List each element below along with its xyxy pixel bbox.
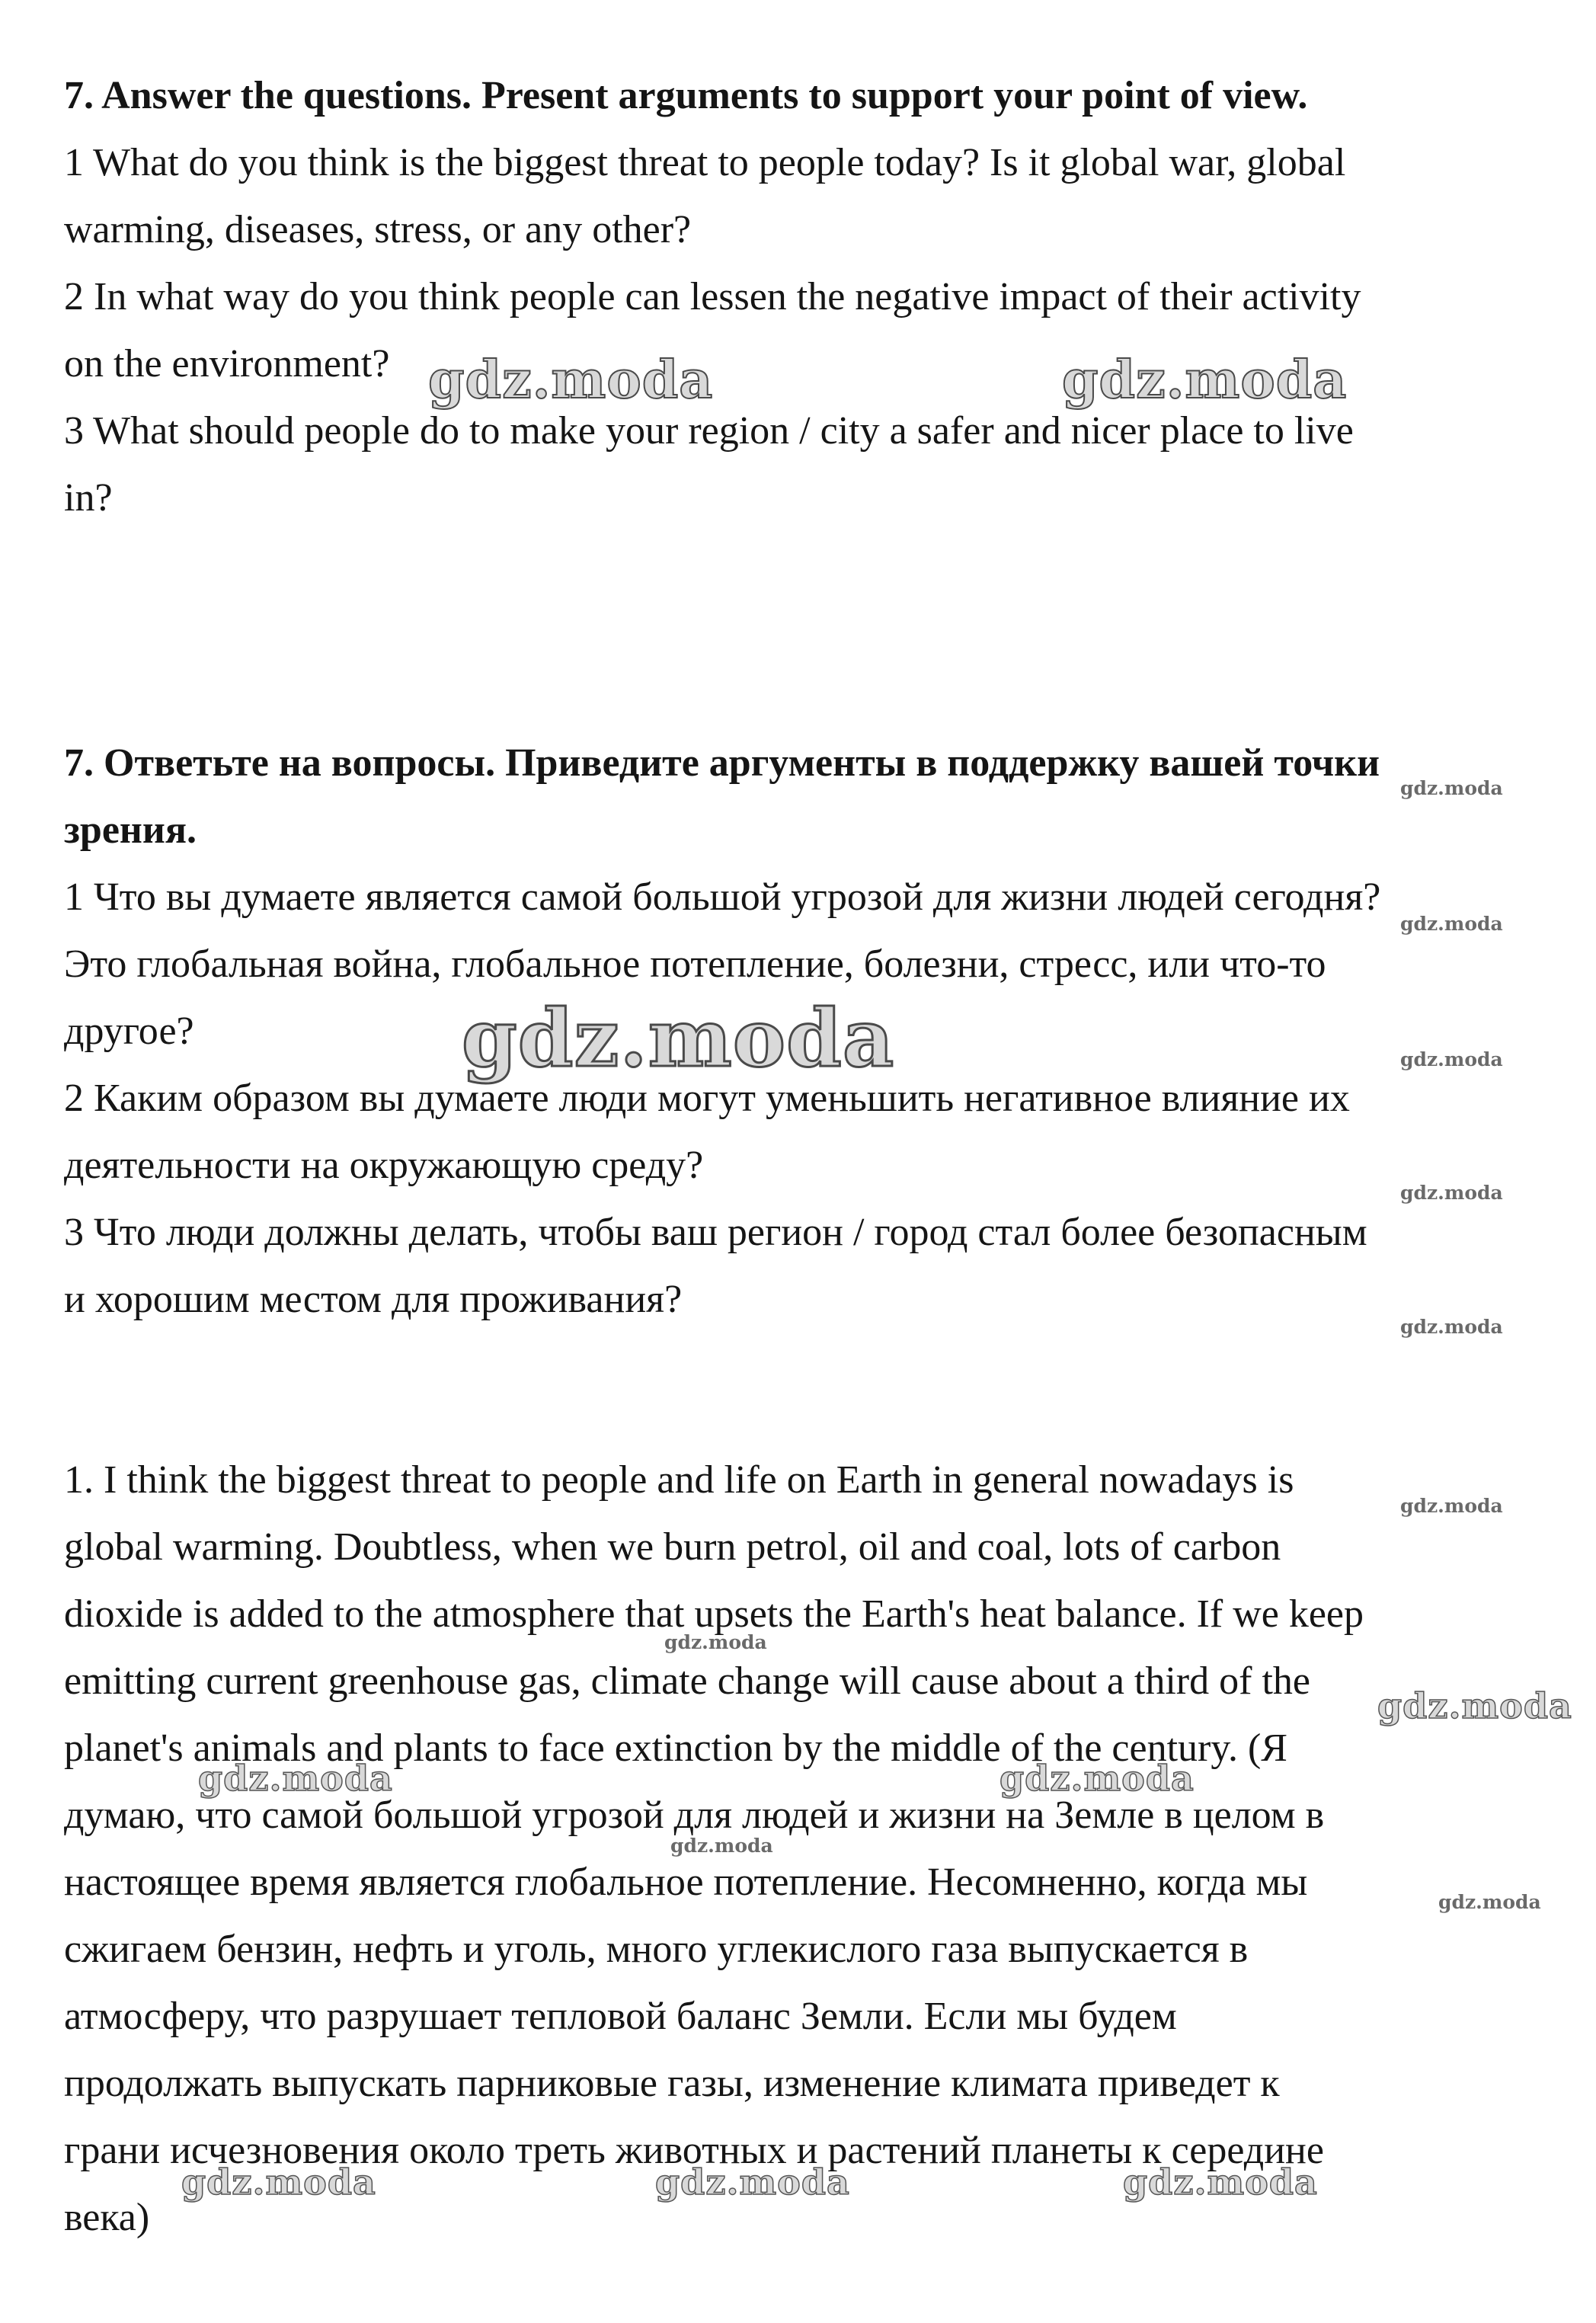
watermark: gdz.moda bbox=[181, 2161, 376, 2203]
watermark: gdz.moda bbox=[428, 350, 714, 411]
russian-question-line: другое? bbox=[64, 1010, 194, 1053]
watermark: gdz.moda bbox=[999, 1758, 1195, 1799]
watermark: gdz.moda bbox=[1400, 913, 1503, 935]
answer-line: сжигаем бензин, нефть и уголь, много углекислого газа выпускается в bbox=[64, 1928, 1249, 1971]
watermark: gdz.moda bbox=[1062, 350, 1348, 411]
watermark: gdz.moda bbox=[462, 991, 895, 1085]
watermark: gdz.moda bbox=[1123, 2161, 1318, 2203]
watermark: gdz.moda bbox=[670, 1835, 773, 1857]
watermark: gdz.moda bbox=[198, 1758, 393, 1799]
russian-question-line: 2 Каким образом вы думаете люди могут уменьшить негативное влияние их bbox=[64, 1077, 1350, 1120]
watermark: gdz.moda bbox=[1400, 1182, 1503, 1204]
answer-line: думаю, что самой большой угрозой для людей и жизни на Земле в целом в bbox=[64, 1793, 1325, 1837]
english-question-line: warming, diseases, stress, or any other? bbox=[64, 208, 692, 251]
russian-task-heading: 7. Ответьте на вопросы. Приведите аргументы в поддержку вашей точки bbox=[64, 741, 1380, 785]
watermark: gdz.moda bbox=[1400, 1048, 1503, 1070]
russian-question-line: и хорошим местом для проживания? bbox=[64, 1278, 683, 1321]
answer-line: грани исчезновения около треть животных и растений планеты к середине bbox=[64, 2129, 1324, 2172]
answer-line: emitting current greenhouse gas, climate change will cause about a third of the bbox=[64, 1659, 1310, 1703]
watermark: gdz.moda bbox=[664, 1631, 767, 1653]
russian-question-line: деятельности на окружающую среду? bbox=[64, 1144, 704, 1187]
answer-line: продолжать выпускать парниковые газы, изменение климата приведет к bbox=[64, 2062, 1280, 2105]
english-task-heading: 7. Answer the questions. Present arguments to support your point of view. bbox=[64, 74, 1308, 117]
answer-line: dioxide is added to the atmosphere that upsets the Earth's heat balance. If we keep bbox=[64, 1592, 1364, 1636]
english-question-line: 3 What should people do to make your region / city a safer and nicer place to live bbox=[64, 409, 1354, 453]
answer-line: века) bbox=[64, 2196, 150, 2239]
russian-question-line: 1 Что вы думаете является самой большой угрозой для жизни людей сегодня? bbox=[64, 875, 1381, 919]
watermark: gdz.moda bbox=[1400, 777, 1503, 799]
russian-question-line: Это глобальная война, глобальное потепление, болезни, стресс, или что-то bbox=[64, 942, 1326, 986]
english-question-line: on the environment? bbox=[64, 342, 390, 386]
russian-task-heading: зрения. bbox=[64, 808, 197, 852]
answer-line: 1. I think the biggest threat to people and life on Earth in general nowadays is bbox=[64, 1458, 1294, 1502]
answer-line: атмосферу, что разрушает тепловой баланс Земли. Если мы будем bbox=[64, 1995, 1177, 2038]
english-question-line: 1 What do you think is the biggest threat to people today? Is it global war, global bbox=[64, 141, 1346, 184]
watermark: gdz.moda bbox=[1400, 1316, 1503, 1338]
watermark: gdz.moda bbox=[655, 2161, 850, 2203]
answer-line: global warming. Doubtless, when we burn petrol, oil and coal, lots of carbon bbox=[64, 1525, 1281, 1569]
english-question-line: in? bbox=[64, 476, 113, 520]
english-question-line: 2 In what way do you think people can lessen the negative impact of their activity bbox=[64, 275, 1361, 318]
answer-line: planet's animals and plants to face extinction by the middle of the century. (Я bbox=[64, 1726, 1287, 1770]
watermark: gdz.moda bbox=[1438, 1891, 1541, 1913]
russian-question-line: 3 Что люди должны делать, чтобы ваш регион / город стал более безопасным bbox=[64, 1211, 1367, 1254]
watermark: gdz.moda bbox=[1400, 1495, 1503, 1517]
watermark: gdz.moda bbox=[1377, 1685, 1572, 1726]
answer-line: настоящее время является глобальное потепление. Несомненно, когда мы bbox=[64, 1861, 1308, 1904]
